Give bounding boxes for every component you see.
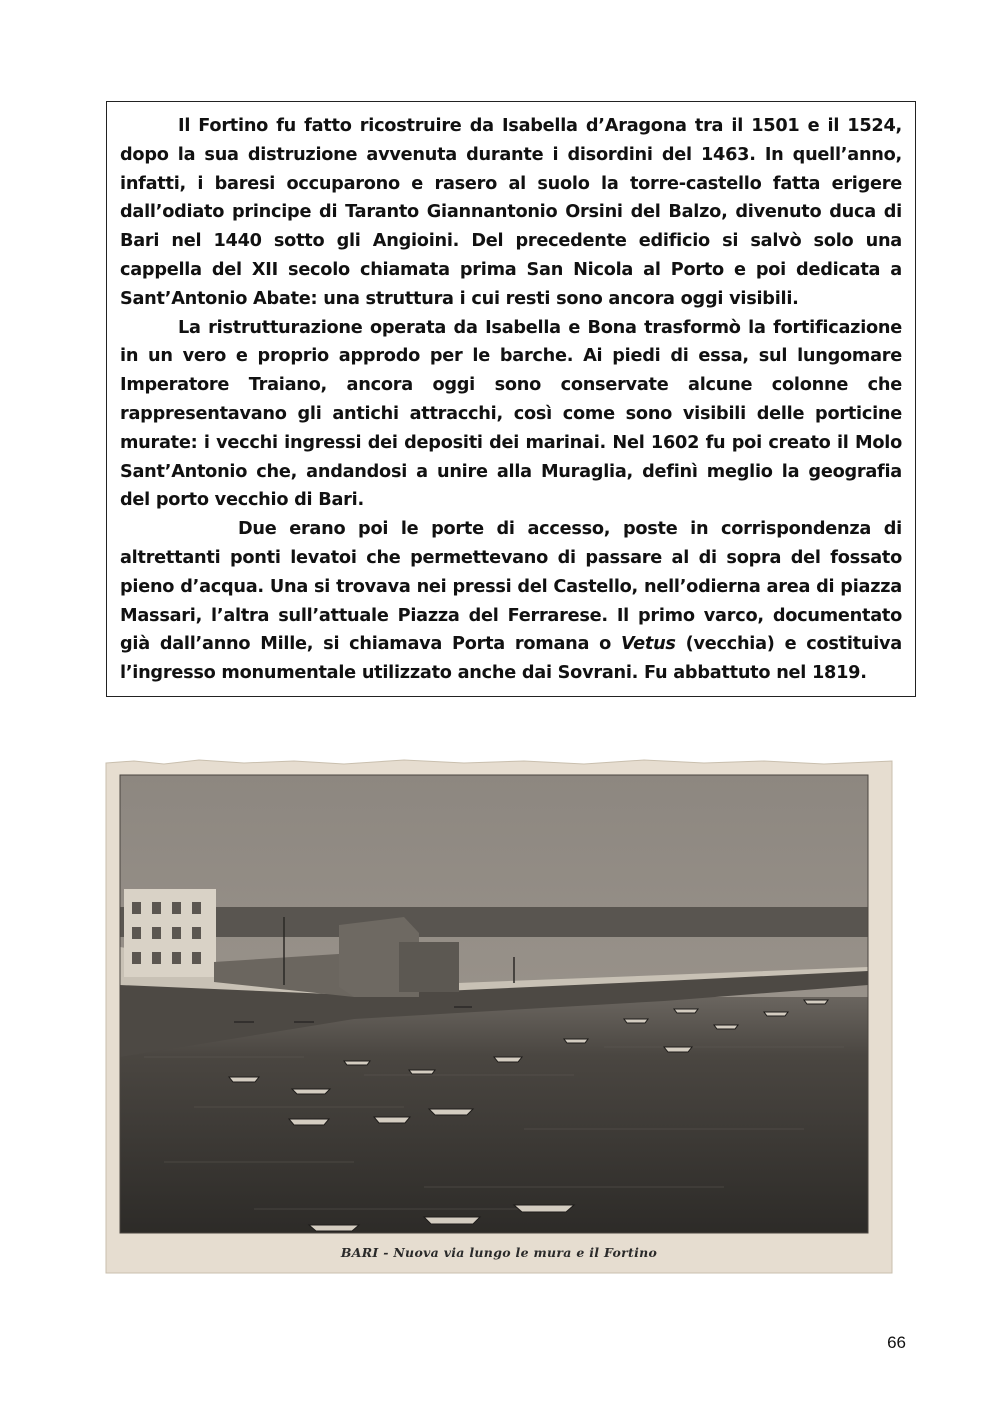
paragraph-porte-di-accesso [120, 515, 902, 688]
paragraph-ristrutturazione: La ristrutturazione operata da Isabella e Bona trasformò la fortificazione in un vero e proprio approdo per le barche. Ai piedi di essa, sul lungomare Imperatore Traiano, ancora oggi sono conservate alcune colonne che rappresentavano gli antichi attracchi, così come sono visibili delle porticine murate: i vecchi ingressi dei depositi dei marinai. Nel 1602 fu poi creato il Molo Sant’Antonio che, andandosi a unire alla Muraglia, definì meglio la geografia del porto vecchio di Bari. [120, 317, 902, 511]
paragraph-text-part: (vecchia) e costituiva l’ingresso monumentale utilizzato anche dai Sovrani. Fu abbattuto nel 1819. [120, 634, 902, 684]
distant-sea [120, 907, 868, 937]
paragraph-fortino-history: Il Fortino fu fatto ricostruire da Isabella d’Aragona tra il 1501 e il 1524, dopo la sua distruzione avvenuta durante i disordini del 1463. In quell’anno, infatti, i baresi occuparono e rasero al suolo la torre-castello fatta erigere dall’odiato principe di Taranto Giannantonio Orsini del Balzo, divenuto duca di Bari nel 1440 sotto gli Angioini. Del precedente edificio si salvò solo una cappella del XII secolo chiamata prima San Nicola al Porto e poi dedicata a Sant’Antonio Abate: una struttura i cui resti sono ancora oggi visibili. [120, 116, 902, 309]
fortino-tower [399, 942, 459, 992]
postcard-photo [104, 757, 894, 1275]
postcard-caption: BARI - Nuova via lungo le mura e il Fortino [340, 1245, 658, 1260]
page-number: 66 [887, 1333, 906, 1352]
italic-word-vetus: Vetus [620, 634, 676, 655]
paragraph-text-part: Due erano poi le porte di accesso, poste in corrispondenza di altrettanti ponti levatoi che permettevano di passare al di sopra del fossato pieno d’acqua. Una si trovava nei pressi del Castello, nell’odierna area di piazza Massari, l’altra sull’attuale Piazza del Ferrarese. Il primo varco, documentato già dall’anno Mille, si chiamava Porta romana o [120, 519, 902, 655]
text-box [106, 101, 916, 697]
postcard-image [104, 757, 894, 1275]
